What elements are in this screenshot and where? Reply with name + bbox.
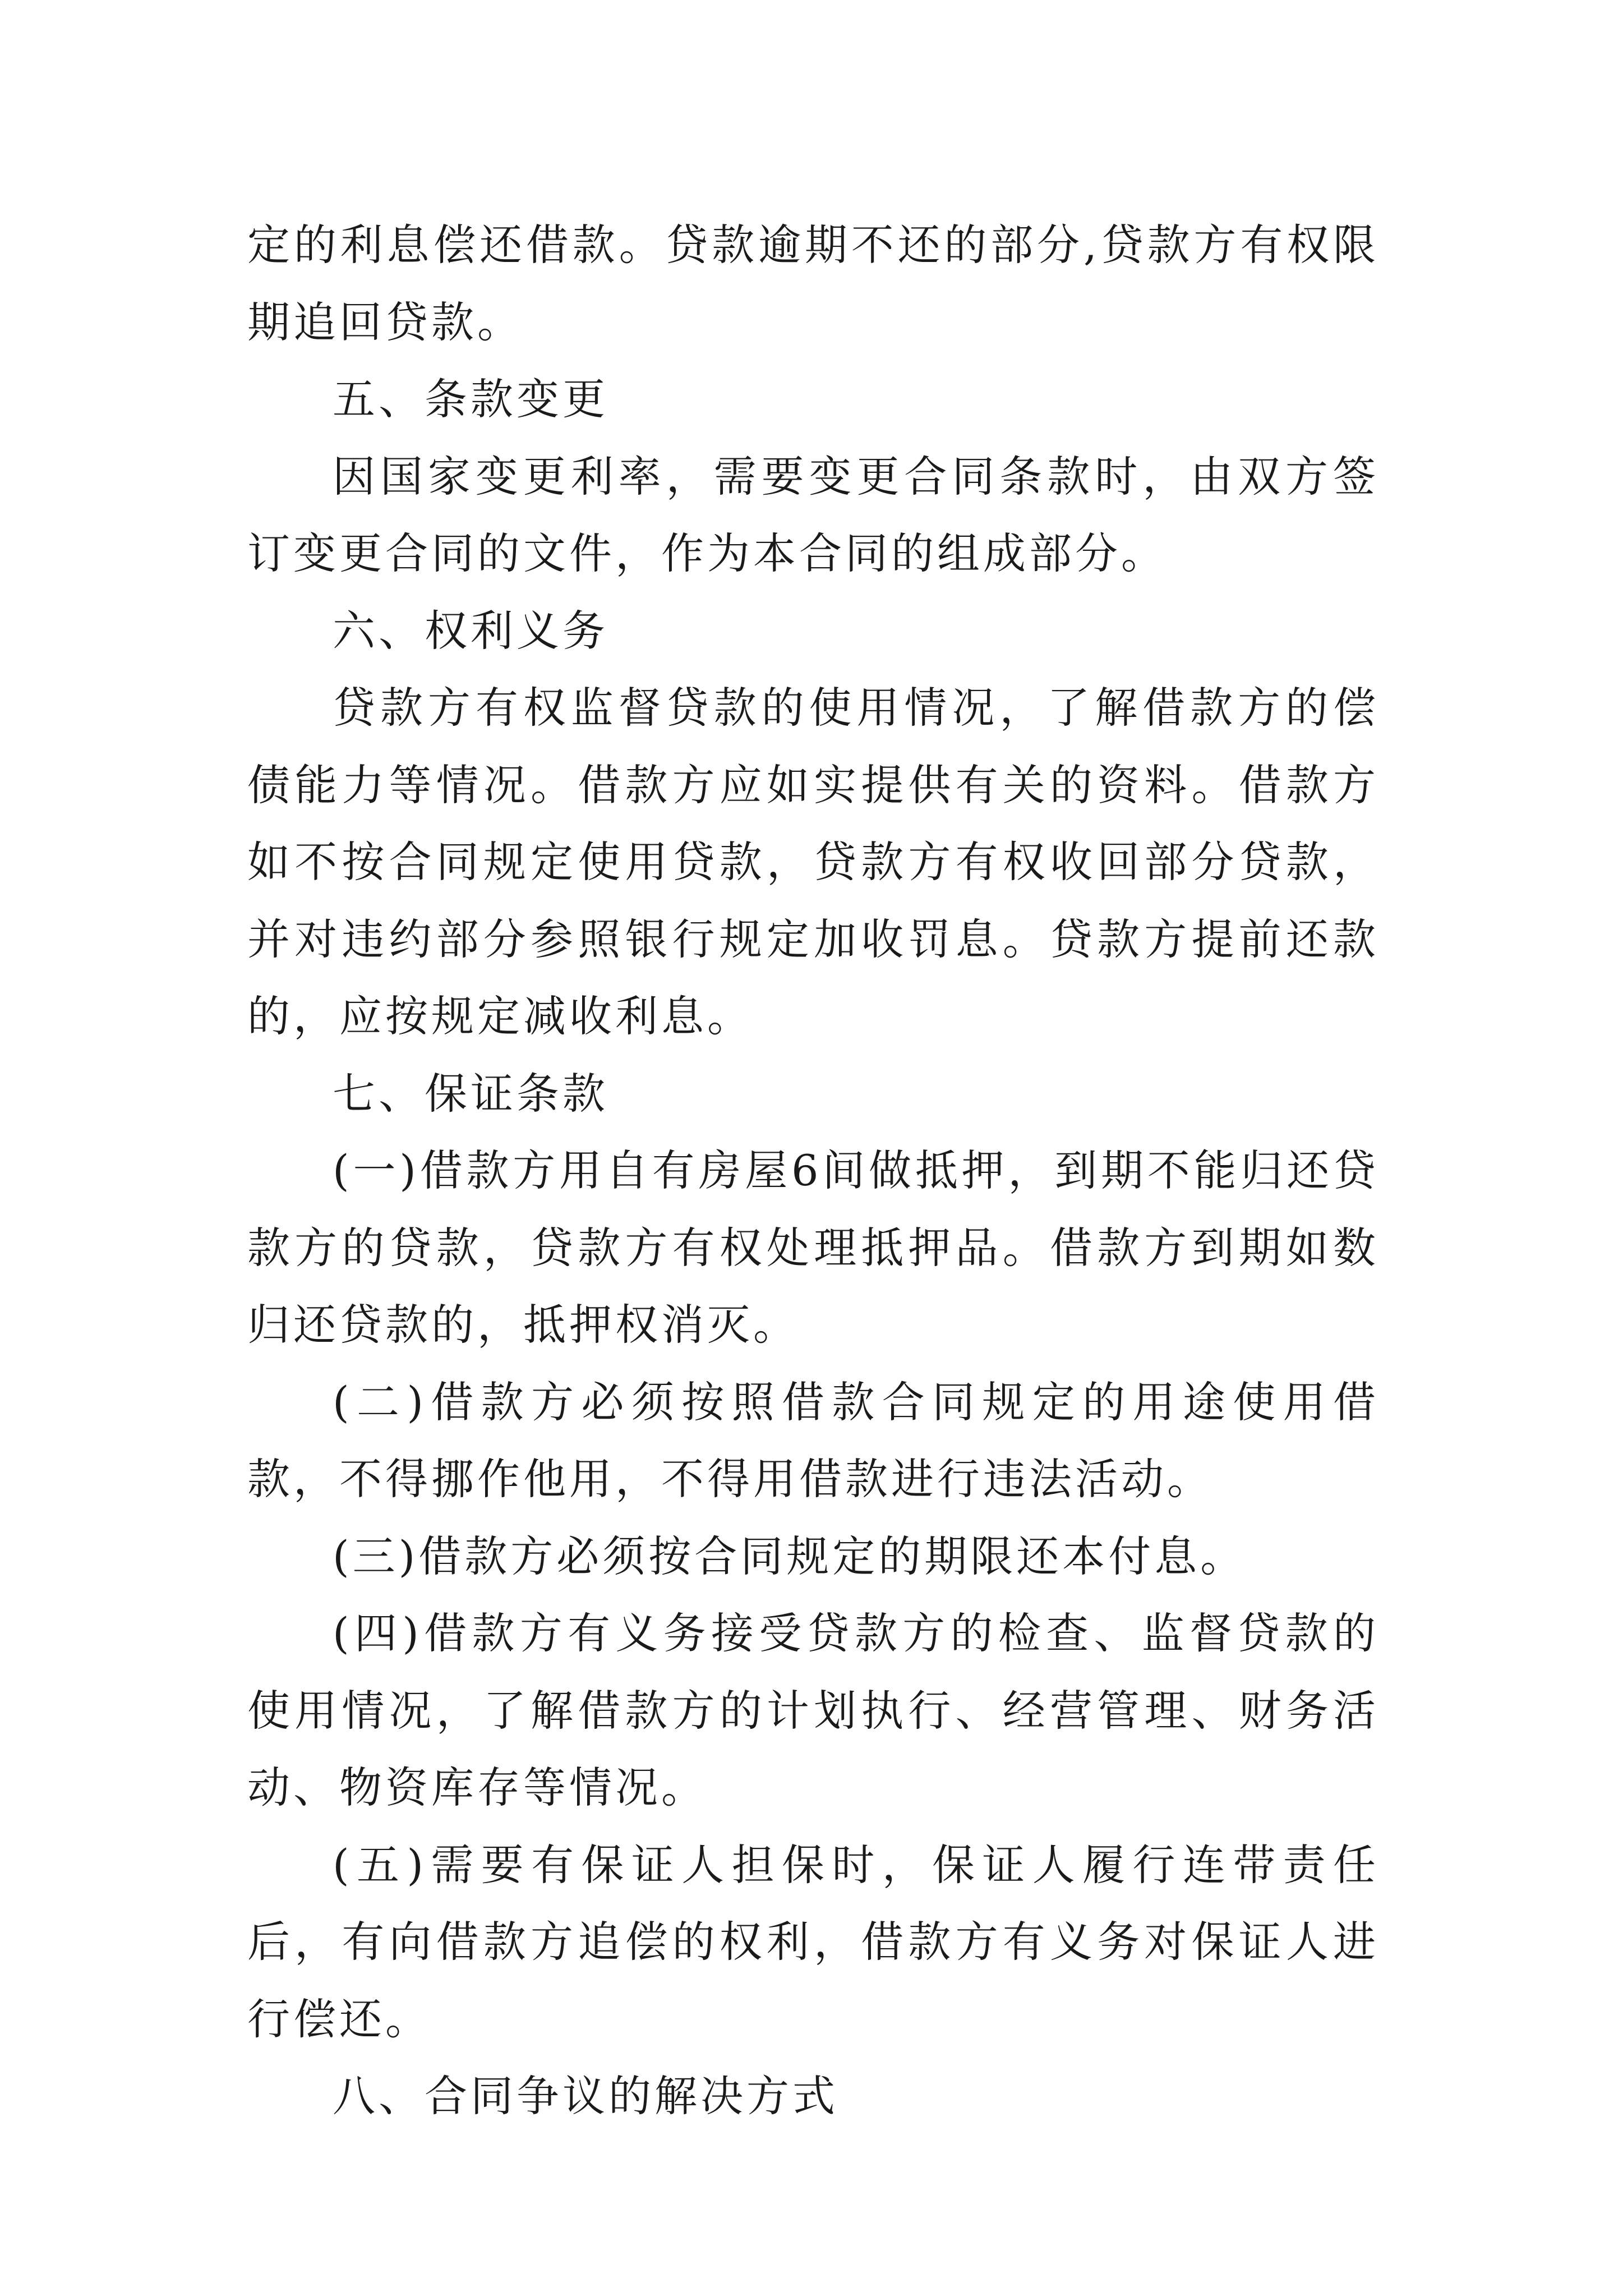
section-heading-5: 五、条款变更 bbox=[333, 374, 608, 424]
paragraph-terms-change: 因国家变更利率，需要变更合同条款时，由双方签订变更合同的文件，作为本合同的组成部分。 bbox=[247, 451, 1379, 578]
paragraph-continuation: 定的利息偿还借款。贷款逾期不还的部分,贷款方有权限期追回贷款。 bbox=[247, 220, 1379, 347]
paragraph-guarantee-4: (四)借款方有义务接受贷款方的检查、监督贷款的使用情况，了解借款方的计划执行、经营管理、财务活动、物资库存等情况。 bbox=[247, 1608, 1379, 1812]
paragraph-guarantee-2: (二)借款方必须按照借款合同规定的用途使用借款，不得挪作他用，不得用借款进行违法活动。 bbox=[247, 1377, 1379, 1504]
paragraph-guarantee-5: (五)需要有保证人担保时，保证人履行连带责任后，有向借款方追偿的权利，借款方有义务对保证人进行偿还。 bbox=[247, 1839, 1379, 2044]
section-heading-7: 七、保证条款 bbox=[333, 1068, 608, 1119]
section-heading-6: 六、权利义务 bbox=[333, 605, 608, 656]
paragraph-rights-obligations: 贷款方有权监督贷款的使用情况，了解借款方的偿债能力等情况。借款方应如实提供有关的资料。借款方如不按合同规定使用贷款，贷款方有权收回部分贷款，并对违约部分参照银行规定加收罚息。贷款方提前还款的，应按规定减收利息。 bbox=[247, 683, 1379, 1041]
paragraph-guarantee-1: (一)借款方用自有房屋6间做抵押，到期不能归还贷款方的贷款，贷款方有权处理抵押品。借款方到期如数归还贷款的，抵押权消灭。 bbox=[247, 1145, 1379, 1350]
section-heading-8: 八、合同争议的解决方式 bbox=[333, 2071, 838, 2121]
paragraph-guarantee-3: (三)借款方必须按合同规定的期限还本付息。 bbox=[333, 1531, 1247, 1581]
document-body bbox=[247, 206, 1379, 2135]
